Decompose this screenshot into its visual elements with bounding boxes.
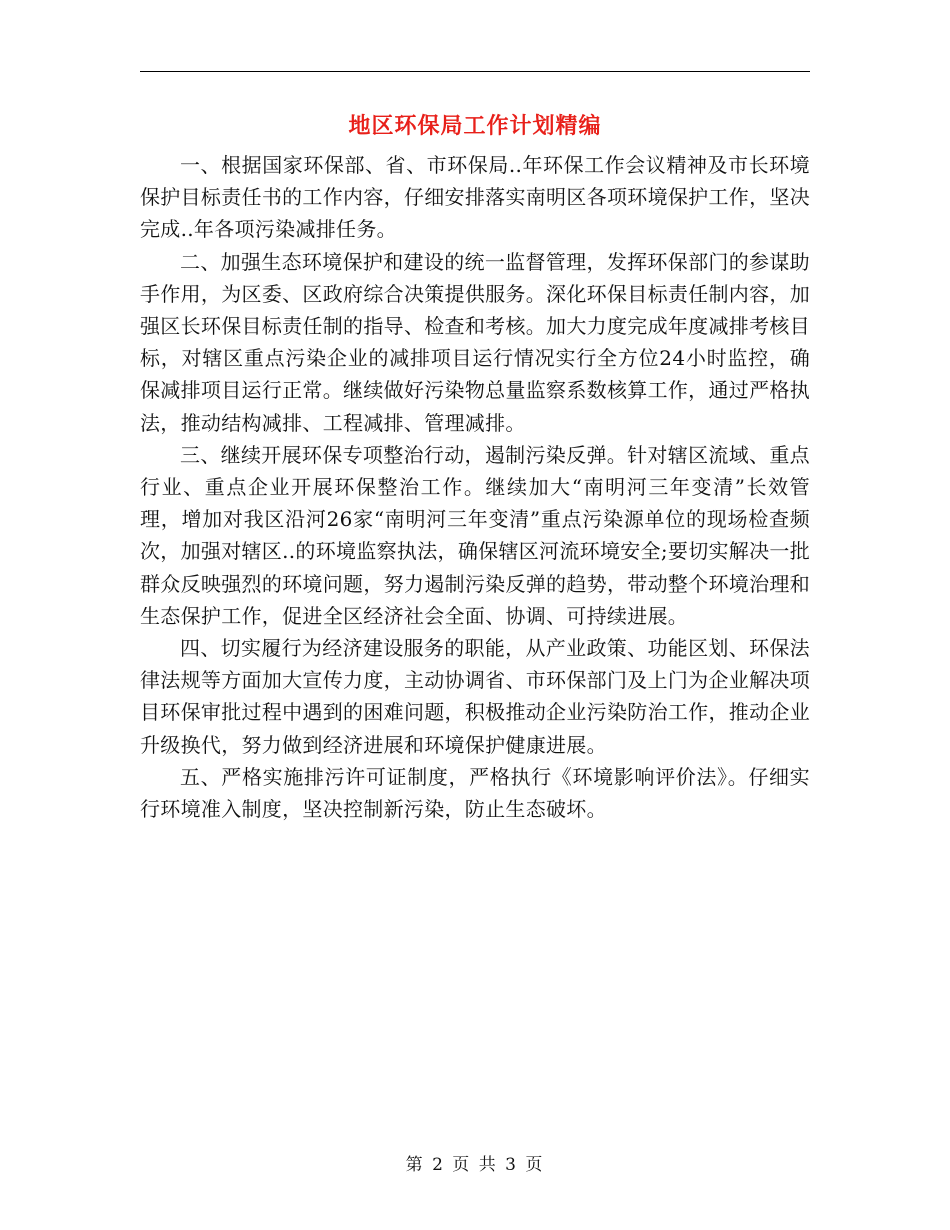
paragraph-5: 五、严格实施排污许可证制度，严格执行《环境影响评价法》。仔细实行环境准入制度，坚决控制新污染，防止生态破坏。: [140, 764, 810, 822]
paragraph-2: 二、加强生态环境保护和建设的统一监督管理，发挥环保部门的参谋助手作用，为区委、区政府综合决策提供服务。深化环保目标责任制内容，加强区长环保目标责任制的指导、检查和考核。加大力度完成年度减排考核目标，对辖区重点污染企业的减排项目运行情况实行全方位24小时监控，确保减排项目运行正常。继续做好污染物总量监察系数核算工作，通过严格执法，推动结构减排、工程减排、管理减排。: [140, 249, 810, 435]
paragraph-3: 三、继续开展环保专项整治行动，遏制污染反弹。针对辖区流域、重点行业、重点企业开展环保整治工作。继续加大“南明河三年变清”长效管理，增加对我区沿河26家“南明河三年变清”重点污染源单位的现场检查频次，加强对辖区..的环境监察执法，确保辖区河流环境安全;要切实解决一批群众反映强烈的环境问题，努力遏制污染反弹的趋势，带动整个环境治理和生态保护工作，促进全区经济社会全面、协调、可持续进展。: [140, 442, 810, 628]
document-title: 地区环保局工作计划精编: [348, 113, 602, 139]
paragraph-1: 一、根据国家环保部、省、市环保局..年环保工作会议精神及市长环境保护目标责任书的工作内容，仔细安排落实南明区各项环境保护工作，坚决完成..年各项污染减排任务。: [140, 153, 810, 242]
document-body: [140, 149, 810, 825]
paragraph-4: 四、切实履行为经济建设服务的职能，从产业政策、功能区划、环保法律法规等方面加大宣传力度，主动协调省、市环保部门及上门为企业解决项目环保审批过程中遇到的困难问题，积极推动企业污染防治工作，推动企业升级换代，努力做到经济进展和环境保护健康进展。: [140, 636, 810, 757]
page-number-footer: 第 2 页 共 3 页: [405, 1155, 545, 1175]
header-rule: [140, 71, 810, 72]
